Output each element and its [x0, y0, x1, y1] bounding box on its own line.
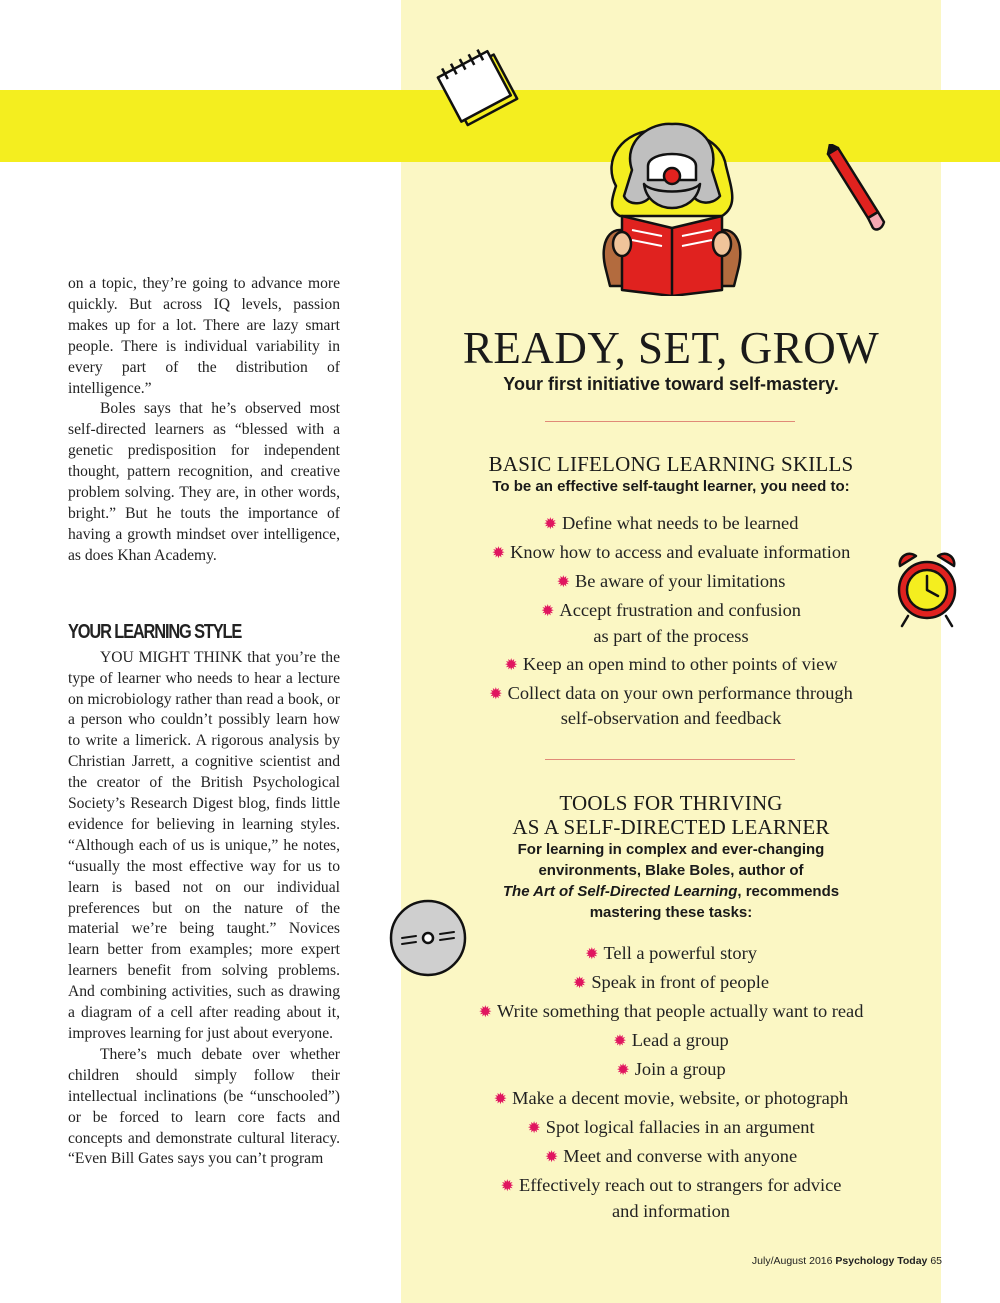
tools-section [401, 791, 941, 1227]
bullet-star-icon: ✹ [500, 1176, 515, 1195]
bullet-star-icon: ✹ [616, 1060, 630, 1079]
list-item [401, 598, 941, 648]
issue-date: July/August 2016 [751, 1255, 833, 1267]
tools-title-line1: TOOLS FOR THRIVING [559, 791, 783, 815]
skills-subtitle: To be an effective self-taught learner, you need to: [492, 478, 850, 495]
list-item-text: Lead a group [631, 1030, 729, 1050]
list-item-text: Know how to access and evaluate information [510, 542, 851, 562]
list-item-text: Meet and converse with anyone [563, 1146, 798, 1166]
list-item-text: Spot logical fallacies in an argument [545, 1117, 815, 1137]
tools-list [401, 941, 941, 1223]
list-item-text: Keep an open mind to other points of view [522, 653, 838, 674]
left-article-column [68, 274, 340, 1170]
notepad-icon [428, 36, 526, 134]
list-item [401, 999, 941, 1025]
bullet-star-icon: ✹ [489, 683, 503, 703]
divider [545, 421, 795, 422]
sidebar-title: READY, SET, GROW [462, 323, 880, 373]
bullet-star-icon: ✹ [541, 601, 555, 620]
bullet-star-icon: ✹ [491, 543, 506, 562]
tools-title-line2: AS A SELF-DIRECTED LEARNER [512, 815, 830, 839]
list-item [401, 511, 941, 537]
article-paragraph: YOU MIGHT THINK that you’re the type of learner who needs to hear a lecture on microbiology rather than read a book, or a person who couldn’t possibly learn how to write a limerick. A rigorous analysis by Christian Jarrett, a cognitive scientist and the creator of the British Psychological Society’s Research Digest blog, finds little evidence for believing in learning styles. “Although each of us is unique,” he notes, “usually the most effective way for us to learn is based not on our individual preferences but on the nature of the material we’re being taught.” Novices learn better from examples; more expert learners benefit from solving problems. And combining activities, such as drawing a diagram of a cell after reading about it, improves learning for just about everyone. [68, 648, 340, 1042]
list-item-text: and information [612, 1200, 730, 1221]
list-item-text: self-observation and feedback [560, 708, 782, 728]
bullet-star-icon: ✹ [556, 572, 570, 591]
tools-intro-line1: For learning in complex and ever-changing [517, 841, 825, 858]
bullet-star-icon: ✹ [527, 1118, 541, 1137]
sidebar-subtitle: Your first initiative toward self-mastery. [503, 374, 839, 394]
bullet-star-icon: ✹ [504, 654, 518, 674]
list-item [401, 569, 941, 595]
list-item [401, 941, 941, 967]
tools-intro-line4: mastering these tasks: [589, 904, 753, 921]
article-paragraph: on a topic, they’re going to advance more quickly. But across IQ levels, passion makes up for a lot. There are lazy smart people. There is individual variability in every part of the distribution of intelligence.” [68, 275, 340, 397]
list-item [401, 970, 941, 996]
book-title: The Art of Self-Directed Learning [502, 883, 738, 900]
bullet-star-icon: ✹ [572, 973, 587, 992]
section-heading: YOUR LEARNING STYLE [68, 620, 242, 643]
bullet-star-icon: ✹ [543, 514, 557, 533]
divider [545, 759, 795, 760]
list-item [401, 1115, 941, 1141]
list-item [401, 652, 941, 678]
list-item [401, 540, 941, 566]
bullet-star-icon: ✹ [585, 944, 599, 963]
article-paragraph: Boles says that he’s observed most self-directed learners as “blessed with a genetic predisposition for independent thought, pattern recognition, and creative problem solving. They are, in other words, bright.” But he touts the importance of having a growth mindset over intelligence, as does Khan Academy. [68, 400, 340, 564]
bullet-star-icon: ✹ [544, 1147, 559, 1166]
list-item [401, 1028, 941, 1054]
list-item [401, 1086, 941, 1112]
bullet-star-icon: ✹ [478, 1002, 492, 1021]
article-paragraph: There’s much debate over whether children should simply follow their intellectual inclinations (be “unschooled”) or be forced to learn core facts and concepts and demonstrate cultural literacy. “Even Bill Gates says you can’t program [68, 1045, 340, 1168]
skills-list [401, 511, 941, 731]
skills-title: BASIC LIFELONG LEARNING SKILLS [488, 452, 854, 476]
list-item-text: Tell a powerful story [603, 943, 757, 963]
bullet-star-icon: ✹ [493, 1089, 508, 1108]
list-item [401, 1057, 941, 1083]
list-item-text: as part of the process [593, 625, 749, 646]
page-number: 65 [930, 1255, 942, 1267]
reading-wizard-illustration [592, 120, 752, 296]
list-item-text: Join a group [634, 1059, 726, 1079]
magazine-name: Psychology Today [835, 1255, 928, 1267]
list-item-text: Accept frustration and confusion [559, 600, 801, 620]
list-item-text: Write something that people actually want to read [496, 1001, 864, 1021]
skills-section [401, 452, 941, 734]
tools-intro-line2: environments, Blake Boles, author of [538, 862, 804, 879]
list-item-text: Speak in front of people [591, 972, 770, 992]
list-item [401, 681, 941, 731]
page-footer [690, 1255, 942, 1267]
tools-intro-line3: The Art of Self-Directed Learning, recommends [502, 883, 840, 900]
list-item-text: Define what needs to be learned [561, 513, 799, 533]
list-item-text: Be aware of your limitations [574, 571, 786, 591]
bullet-star-icon: ✹ [613, 1031, 627, 1050]
pencil-icon [816, 144, 890, 236]
list-item-text: Make a decent movie, website, or photograph [512, 1088, 849, 1108]
list-item [401, 1173, 941, 1223]
list-item-text: Collect data on your own performance through [507, 682, 853, 703]
list-item [401, 1144, 941, 1170]
list-item-text: Effectively reach out to strangers for advice [519, 1175, 842, 1195]
